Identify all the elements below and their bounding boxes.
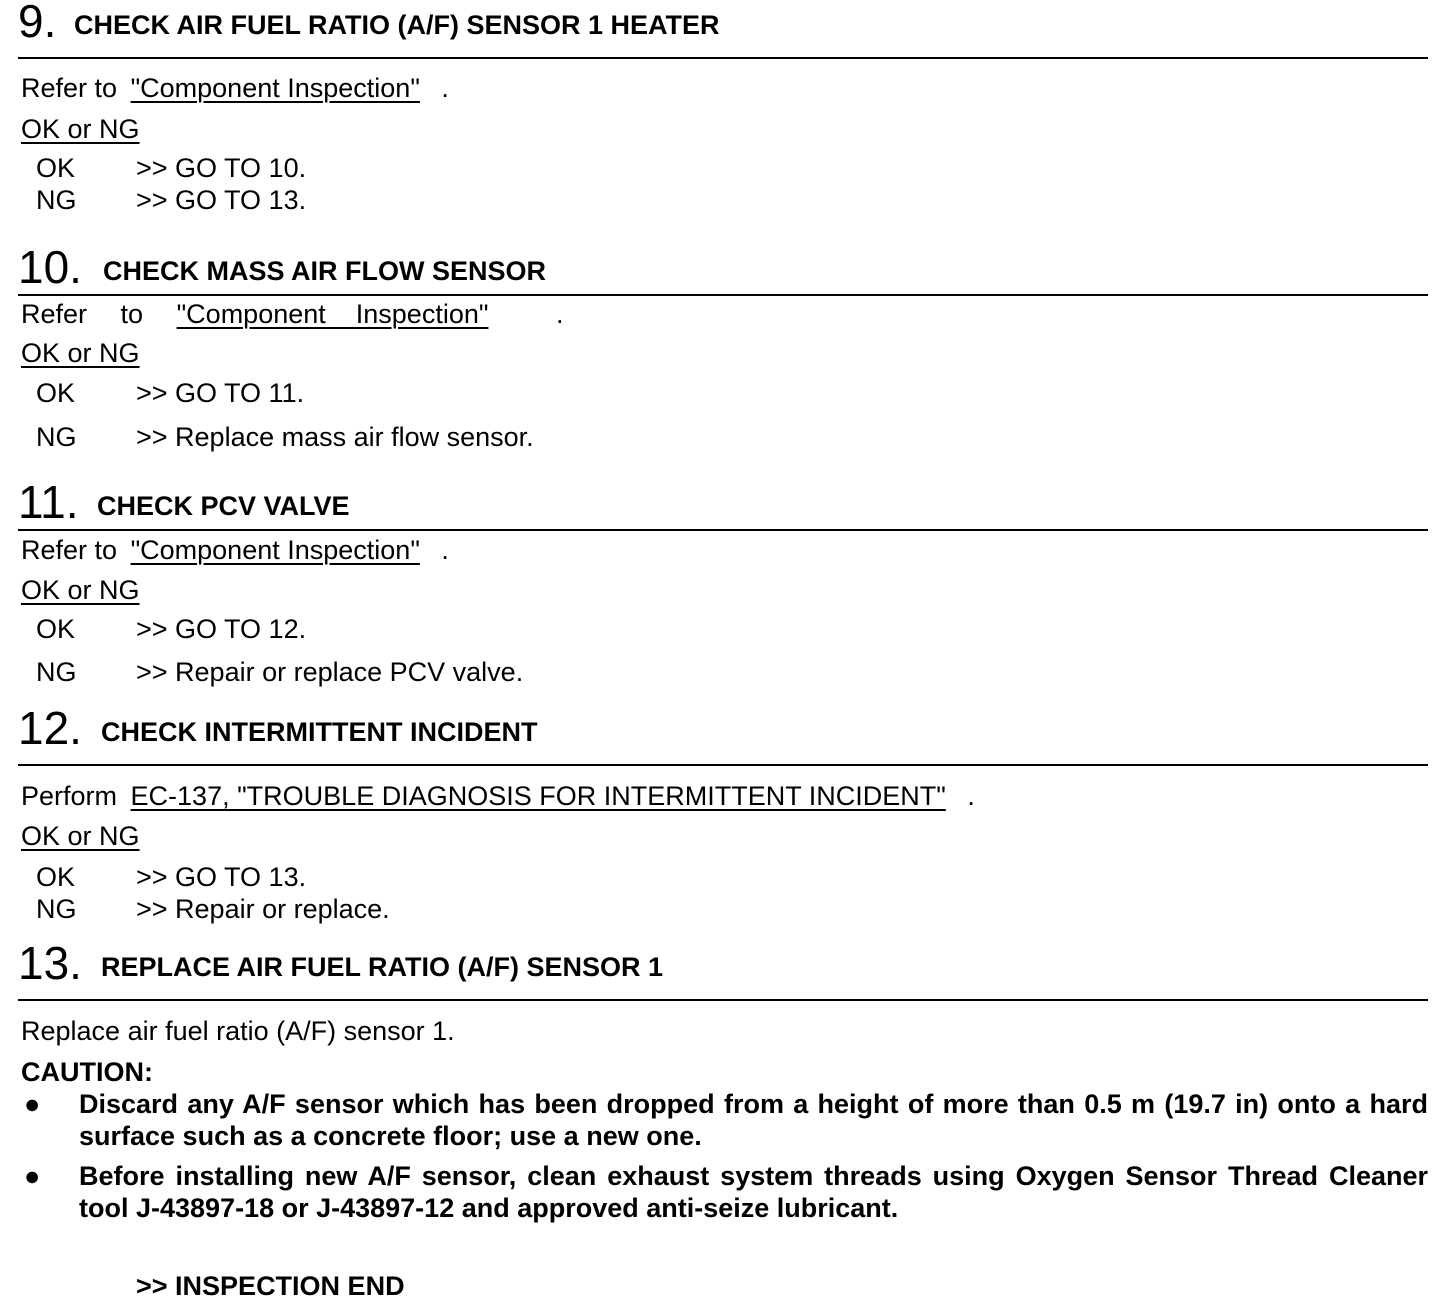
refer-suffix: . — [441, 73, 449, 103]
refer-suffix: . — [441, 535, 449, 565]
ok-action: >> GO TO 10. — [136, 153, 307, 183]
step-11 — [18, 476, 1428, 687]
divider — [18, 57, 1428, 59]
step-number: 12. — [18, 702, 82, 754]
refer-line — [21, 298, 563, 330]
ng-action: >> Repair or replace. — [136, 894, 390, 924]
refer-to: to — [120, 299, 144, 329]
divider — [18, 764, 1428, 766]
ok-option — [36, 861, 307, 893]
ok-label: OK — [36, 862, 76, 892]
divider — [18, 529, 1428, 531]
ng-label: NG — [36, 657, 77, 687]
bullet-text: Before installing new A/F sensor, clean exhaust system threads using Oxygen Sensor Thread Cleaner tool J-43897-18 or J-43897-12 and approved anti-seize lubricant. — [79, 1161, 1428, 1223]
step-number: 11. — [18, 476, 79, 528]
ok-or-ng-label: OK or NG — [21, 575, 140, 605]
perform-suffix: . — [967, 781, 975, 811]
step-9 — [18, 0, 1428, 215]
ec-137-link[interactable]: EC-137, "TROUBLE DIAGNOSIS FOR INTERMITTENT INCIDENT" — [130, 781, 946, 811]
ok-label: OK — [36, 378, 76, 408]
step-title: CHECK PCV VALVE — [97, 491, 350, 521]
step-12 — [18, 702, 1428, 924]
step-number: 9. — [18, 0, 57, 47]
refer-line — [21, 72, 449, 104]
step-title: REPLACE AIR FUEL RATIO (A/F) SENSOR 1 — [101, 952, 664, 982]
step-10 — [18, 241, 1428, 452]
ng-option — [36, 184, 307, 216]
ok-action: >> GO TO 11. — [136, 378, 305, 408]
ok-option — [36, 377, 305, 409]
step-10-heading — [18, 241, 1428, 293]
ok-option — [36, 152, 307, 184]
step-number: 10. — [18, 241, 82, 293]
ng-label: NG — [36, 185, 77, 215]
caution-bullet-1 — [21, 1088, 1428, 1152]
replace-instruction: Replace air fuel ratio (A/F) sensor 1. — [21, 1016, 455, 1046]
step-13-heading — [18, 937, 1428, 989]
divider — [18, 999, 1428, 1001]
component-inspection-link[interactable]: "Component Inspection" — [176, 299, 489, 329]
ng-label: NG — [36, 894, 77, 924]
step-number: 13. — [18, 937, 82, 989]
ng-option — [36, 656, 524, 688]
refer-line — [21, 534, 449, 566]
ok-action: >> GO TO 13. — [136, 862, 307, 892]
ok-option — [36, 613, 307, 645]
ng-option — [36, 893, 390, 925]
perform-line — [21, 780, 975, 812]
refer-prefix: Refer — [21, 299, 88, 329]
bullet-icon: ● — [24, 1089, 41, 1119]
bullet-icon: ● — [24, 1161, 41, 1191]
step-12-heading — [18, 702, 1428, 754]
caution-heading: CAUTION: — [21, 1057, 153, 1087]
divider — [18, 294, 1428, 296]
ng-action: >> Replace mass air flow sensor. — [136, 422, 534, 452]
component-inspection-link[interactable]: "Component Inspection" — [130, 535, 420, 565]
caution-bullet-2 — [21, 1160, 1428, 1224]
ok-or-ng-label: OK or NG — [21, 114, 140, 144]
ok-or-ng-label: OK or NG — [21, 338, 140, 368]
step-title: CHECK MASS AIR FLOW SENSOR — [103, 256, 547, 286]
ng-action: >> Repair or replace PCV valve. — [136, 657, 524, 687]
bullet-text: Discard any A/F sensor which has been dropped from a height of more than 0.5 m (19.7 in) onto a hard surface such as a concrete floor; use a new one. — [79, 1089, 1428, 1151]
ok-label: OK — [36, 153, 76, 183]
ok-or-ng-label: OK or NG — [21, 821, 140, 851]
refer-prefix: Refer to — [21, 73, 118, 103]
ok-action: >> GO TO 12. — [136, 614, 307, 644]
perform-prefix: Perform — [21, 781, 118, 811]
ok-label: OK — [36, 614, 76, 644]
inspection-end: >> INSPECTION END — [136, 1271, 405, 1301]
refer-suffix: . — [555, 299, 564, 329]
step-11-heading — [18, 476, 1428, 528]
component-inspection-link[interactable]: "Component Inspection" — [130, 73, 420, 103]
ng-action: >> GO TO 13. — [136, 185, 307, 215]
step-title: CHECK INTERMITTENT INCIDENT — [101, 717, 538, 747]
step-title: CHECK AIR FUEL RATIO (A/F) SENSOR 1 HEATER — [74, 10, 720, 40]
ng-label: NG — [36, 422, 77, 452]
step-13 — [18, 937, 1428, 1301]
step-9-heading — [18, 0, 1428, 46]
refer-prefix: Refer to — [21, 535, 118, 565]
ng-option — [36, 421, 534, 453]
